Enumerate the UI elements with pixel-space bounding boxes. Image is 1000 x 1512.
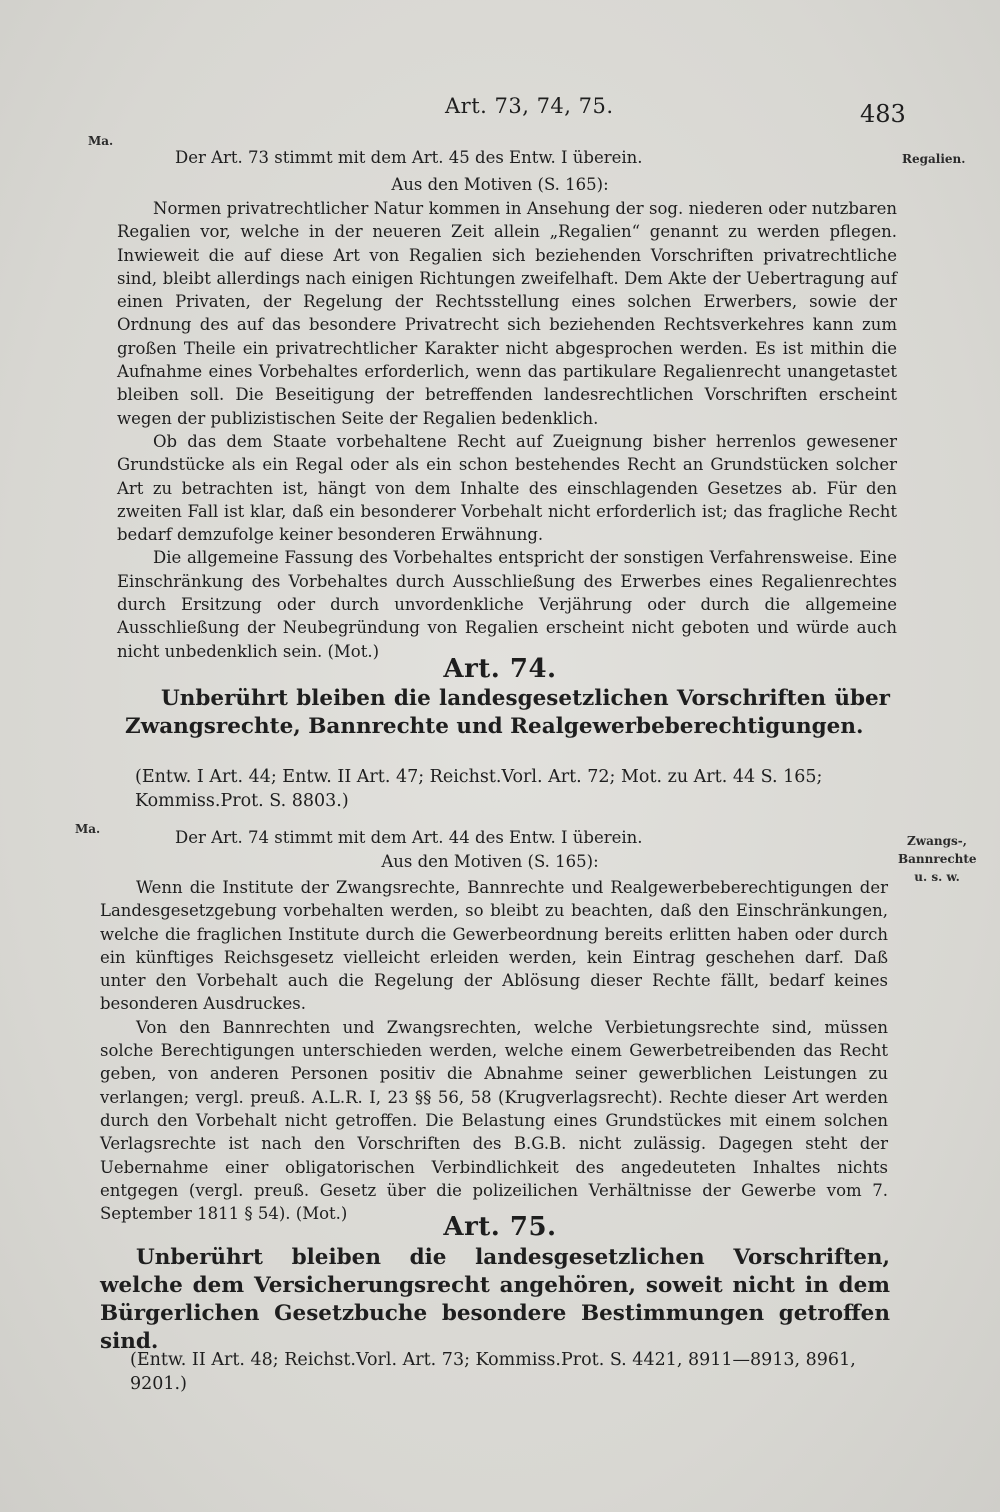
art75-reference: (Entw. II Art. 48; Reichst.Vorl. Art. 73; Kommiss.Prot. S. 4421, 8911—8913, 8961, 9201.) [130, 1350, 856, 1394]
commentary-paragraph: Von den Bannrechten und Zwangsrechten, welche Verbietungsrechte sind, müssen solche Berechtigungen unterschieden werden, welche einem Gewerbetreibenden das Recht geben, von anderen Personen positiv die Abnahme seiner gewerblichen Leistungen zu verlangen; vergl. preuß. A.L.R. I, 23 §§ 56, 58 (Krugverlagsrecht). Rechte dieser Art werden durch den Vorbehalt nicht getroffen. Die Belastung eines Grundstückes mit einem solchen Verlagsrechte ist nach den Vorschriften des B.G.B. nicht zulässig. Dagegen steht der Uebernahme einer obligatorischen Verbindlichkeit des angedeuteten Inhaltes nichts entgegen (vergl. preuß. Gesetz über die polizeilichen Verhältnisse der Gewerbe vom 7. September 1811 § 54). (Mot.) [100, 1017, 888, 1224]
art74-intro [175, 826, 875, 849]
commentary-paragraph: Die allgemeine Fassung des Vorbehaltes entspricht der sonstigen Verfahrensweise. Eine Einschränkung des Vorbehaltes durch Ausschließung des Erwerbes eines Regalienrechtes durch Ersitzung oder durch unvordenkliche Verjährung oder durch die allgemeine Ausschließung der Neubegründung von Regalien erscheint nicht geboten und würde auch nicht unbedenklich sein. (Mot.) [117, 548, 897, 661]
intro-line: Der Art. 73 stimmt mit dem Art. 45 des Entw. I überein. [175, 148, 643, 167]
art74-heading: Art. 74. [443, 654, 557, 684]
art74-reference: (Entw. I Art. 44; Entw. II Art. 47; Reichst.Vorl. Art. 72; Mot. zu Art. 44 S. 165; Kommiss.Prot. S. 8803.) [135, 767, 823, 811]
margin-note-zwangsrechte [898, 832, 976, 886]
art74-motive-heading: Aus den Motiven (S. 165): [381, 852, 599, 871]
margin-note-line: u. s. w. [914, 870, 960, 884]
art74-law-text: Unberührt bleiben die landesgesetzlichen Vorschriften über Zwangsrechte, Bannrechte und Realgewerbeberechtigungen. [125, 686, 890, 739]
margin-note-ma: Ma. [88, 134, 114, 148]
art73-motive-heading: Aus den Motiven (S. 165): [391, 175, 609, 194]
art73-intro [175, 146, 875, 169]
page-number: 483 [860, 100, 906, 128]
commentary-paragraph: Normen privatrechtlicher Natur kommen in Ansehung der sog. niederen oder nutzbaren Regalien vor, welche in der neueren Zeit allein „Regalien“ genannt zu werden pflegen. Inwieweit die auf diese Art von Regalien sich beziehenden Vorschriften privatrechtliche sind, bleibt allerdings nach einigen Richtungen zweifelhaft. Dem Akte der Uebertragung auf einen Privaten, der Regelung der Rechtsstellung eines solchen Erwerbers, sowie der Ordnung des auf das besondere Privatrecht sich beziehenden Rechtsverkehres kann zum großen Theile ein privatrechtlicher Karakter nicht abgesprochen werden. Es ist mithin die Aufnahme eines Vorbehaltes erforderlich, wenn das partikulare Regalienrecht unangetastet bleiben soll. Die Beseitigung der betreffenden landesrechtlichen Vorschriften erscheint wegen der publizistischen Seite der Regalien bedenklich. [117, 199, 897, 428]
commentary-paragraph: Wenn die Institute der Zwangsrechte, Bannrechte und Realgewerbeberechtigungen der Landesgesetzgebung vorbehalten werden, so bleibt zu beachten, daß den Einschränkungen, welche die fraglichen Institute durch die Gewerbeordnung bereits erlitten haben oder durch ein künftiges Reichsgesetz vielleicht erleiden werden, kein Eintrag geschehen darf. Daß unter den Vorbehalt auch die Regelung der Ablösung dieser Rechte fällt, bedarf keines besonderen Ausdruckes. [100, 878, 888, 1014]
margin-note-line: Bannrechte [898, 852, 977, 866]
art74-commentary [100, 876, 888, 1225]
margin-note-line: Zwangs-, [907, 834, 967, 848]
margin-note-regalien: Regalien. [902, 152, 966, 166]
intro-line: Der Art. 74 stimmt mit dem Art. 44 des Entw. I überein. [175, 828, 643, 847]
running-header: Art. 73, 74, 75. [445, 94, 614, 118]
art75-law-text: Unberührt bleiben die landesgesetzlichen Vorschriften, welche dem Versicherungsrecht angehören, soweit nicht in dem Bürgerlichen Gesetzbuche besondere Bestimmungen getroffen sind. [100, 1245, 890, 1354]
margin-note-ma-2: Ma. [75, 822, 101, 836]
art73-commentary [117, 197, 897, 663]
commentary-paragraph: Ob das dem Staate vorbehaltene Recht auf Zueignung bisher herrenlos gewesener Grundstücke als ein Regal oder als ein schon bestehendes Recht an Grundstücken solcher Art zu betrachten ist, hängt von dem Inhalte des einschlagenden Gesetzes ab. Für den zweiten Fall ist klar, daß ein besonderer Vorbehalt nicht erforderlich ist; das fragliche Recht bedarf demzufolge keiner besonderen Erwähnung. [117, 431, 897, 545]
art75-heading: Art. 75. [443, 1212, 557, 1242]
